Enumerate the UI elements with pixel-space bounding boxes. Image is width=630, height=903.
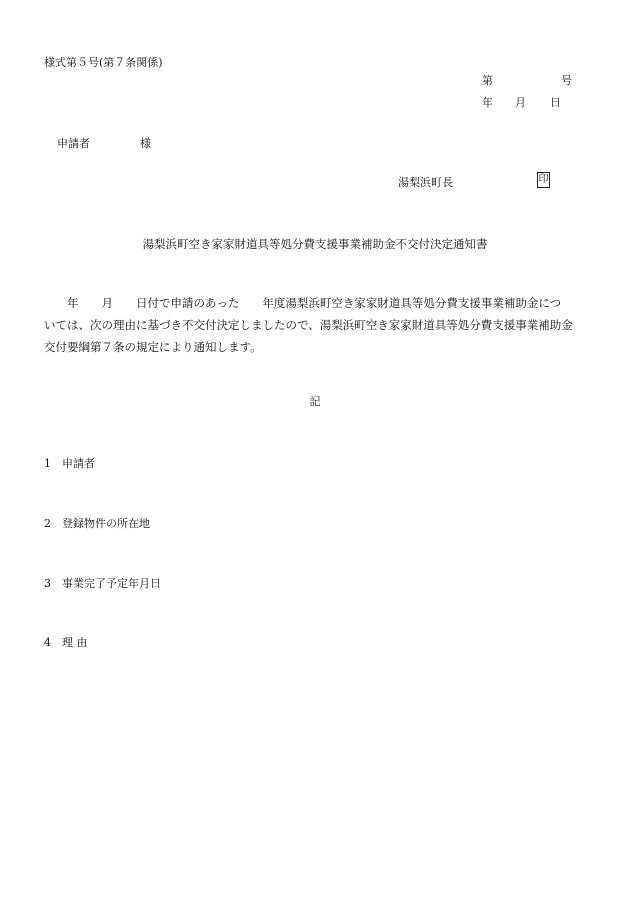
date-month: 月 bbox=[515, 96, 526, 109]
item-number: 2 bbox=[44, 517, 51, 530]
notice-body bbox=[44, 292, 594, 358]
item-label: 申請者 bbox=[62, 457, 95, 470]
item-number: 3 bbox=[44, 577, 51, 590]
item-label: 登録物件の所在地 bbox=[62, 517, 150, 530]
form-number-label: 様式第５号(第７条関係) bbox=[44, 56, 163, 69]
date-year: 年 bbox=[482, 96, 493, 109]
body-line-1: 年 月 日付で申請のあった 年度湯梨浜町空き家家財道具等処分費支援事業補助金につ bbox=[44, 296, 562, 310]
seal-stamp: 印 bbox=[537, 172, 550, 188]
document-title: 湯梨浜町空き家家財道具等処分費支援事業補助金不交付決定通知書 bbox=[142, 237, 488, 251]
date-day: 日 bbox=[550, 96, 561, 109]
body-line-2: いては、次の理由に基づき不交付決定しましたので、湯梨浜町空き家家財道具等処分費支援事業補助金 bbox=[44, 318, 573, 332]
item-number: 4 bbox=[44, 636, 51, 649]
list-item-reason bbox=[44, 634, 88, 650]
ki-heading: 記 bbox=[309, 395, 321, 408]
recipient-line bbox=[57, 135, 151, 151]
issuer-name: 湯梨浜町長 bbox=[398, 176, 453, 189]
number-suffix: 号 bbox=[561, 74, 572, 87]
list-item-property-location bbox=[44, 515, 150, 531]
list-item-completion-date bbox=[44, 575, 161, 591]
item-label: 事業完了予定年月日 bbox=[62, 577, 161, 590]
item-number: 1 bbox=[44, 457, 51, 470]
list-item-applicant bbox=[44, 455, 95, 471]
document-number-line bbox=[482, 72, 572, 88]
recipient-honorific: 様 bbox=[140, 137, 151, 150]
number-prefix: 第 bbox=[482, 74, 493, 87]
item-label: 理 由 bbox=[62, 636, 88, 649]
body-line-3: 交付要綱第７条の規定により通知します。 bbox=[44, 340, 262, 354]
recipient-label: 申請者 bbox=[57, 137, 90, 150]
document-date-line bbox=[482, 94, 561, 110]
